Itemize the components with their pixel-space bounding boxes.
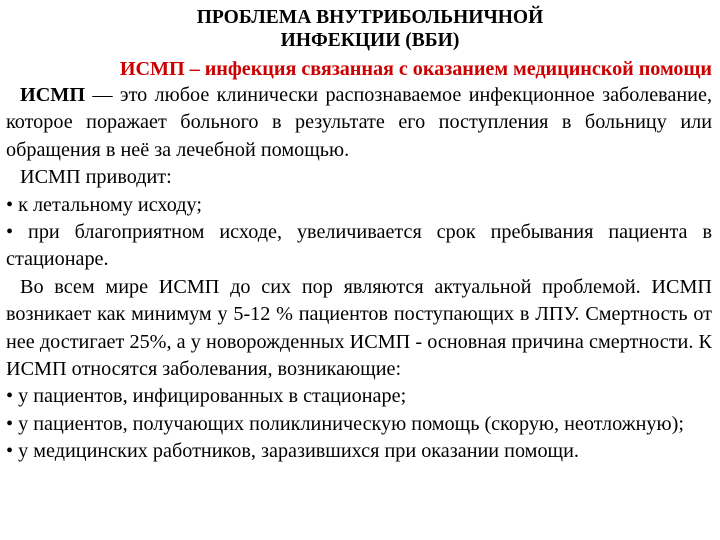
leads-to-heading: ИСМП приводит: bbox=[20, 166, 172, 189]
definition-paragraph bbox=[6, 82, 712, 164]
worldwide-paragraph: Во всем мире ИСМП до сих пор являются актуальной проблемой. ИСМП возникает как минимум у 5-12 % пациентов поступающих в ЛПУ. Смертность от нее достигает 25%, а у новорожденных ИСМП - основная причина смертности. К ИСМП относятся заболевания, возникающие: bbox=[6, 275, 712, 381]
occurs-in-item-1: • у пациентов, инфицированных в стационаре; bbox=[6, 385, 407, 408]
slide bbox=[6, 6, 712, 536]
occurs-in-item-2: • у пациентов, получающих поликлиническую помощь (скорую, неотложную); bbox=[6, 412, 684, 435]
title-line-2: ИНФЕКЦИИ (ВБИ) bbox=[280, 30, 460, 51]
occurs-in-item-3: • у медицинских работников, заразившихся при оказании помощи. bbox=[6, 440, 579, 463]
definition-term: ИСМП bbox=[20, 84, 86, 106]
definition-text: — это любое клинически распознаваемое инфекционное заболевание, которое поражает больного в результате его поступления в больницу или обращения в неё за лечебной помощью. bbox=[6, 84, 712, 161]
title-line-1: ПРОБЛЕМА ВНУТРИБОЛЬНИЧНОЙ bbox=[196, 7, 544, 28]
slide-subtitle: ИСМП – инфекция связанная с оказанием медицинской помощи bbox=[119, 58, 712, 80]
leads-to-item-1: • к летальному исходу; bbox=[6, 193, 202, 216]
leads-to-item-2: • при благоприятном исходе, увеличивается срок пребывания пациента в стационаре. bbox=[6, 221, 712, 271]
slide-title bbox=[6, 6, 712, 52]
